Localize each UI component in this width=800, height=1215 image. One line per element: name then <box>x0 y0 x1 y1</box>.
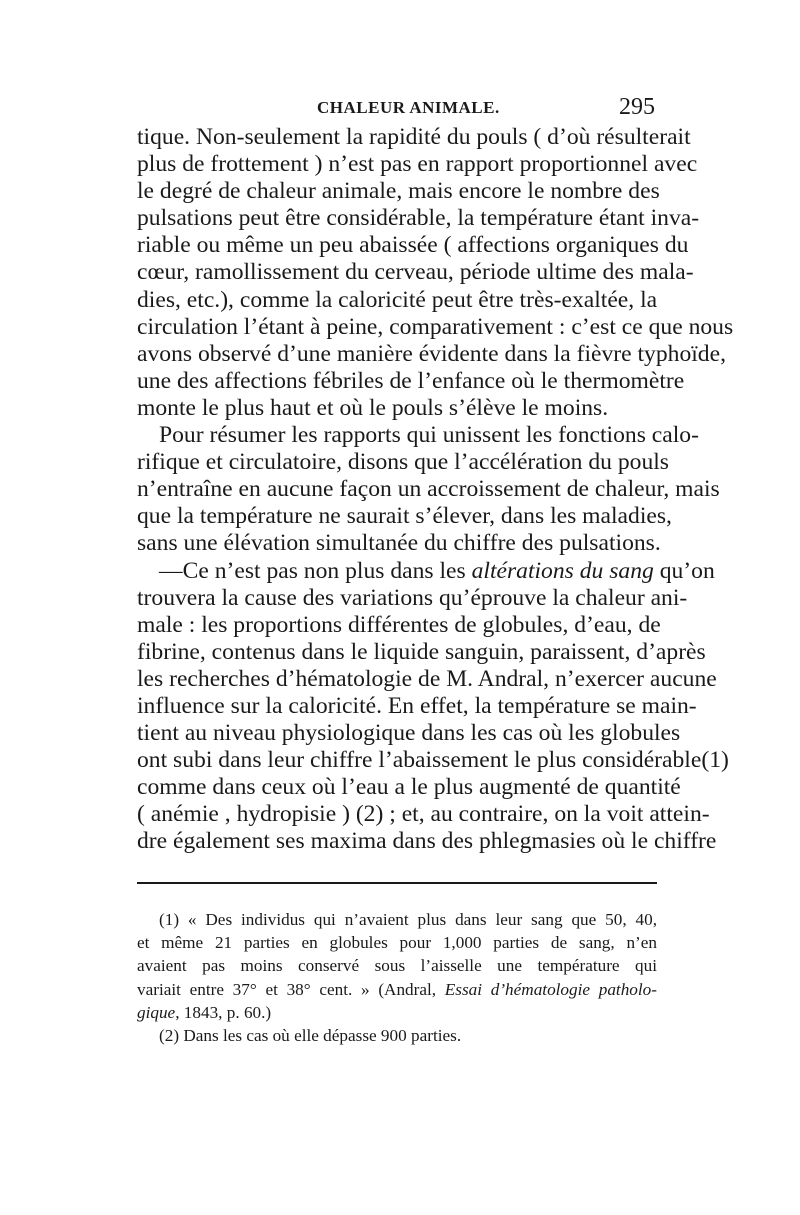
text-line: monte le plus haut et où le pouls s’élève le moins. <box>137 394 609 421</box>
text-line: dies, etc.), comme la caloricité peut être très-exaltée, la <box>137 286 658 313</box>
running-title: CHALEUR ANIMALE. <box>317 98 500 117</box>
text-line: riable ou même un peu abaissée ( affections organiques du <box>137 232 689 259</box>
text-line: les recherches d’hématologie de M. Andral, n’exercer aucune <box>137 665 717 692</box>
paragraph-1 <box>137 124 734 422</box>
text-line: avons observé d’une manière évidente dans la fièvre typhoïde, <box>137 340 726 367</box>
text-segment: —Ce n’est pas non plus dans les <box>159 557 472 584</box>
text-line: circulation l’étant à peine, comparativement : c’est ce que nous <box>137 313 734 340</box>
text-line: que la température ne saurait s’élever, dans les maladies, <box>137 503 672 530</box>
text-line: Pour résumer les rapports qui unissent les fonctions calo- <box>159 422 699 449</box>
text-line: cœur, ramollissement du cerveau, période ultime des mala- <box>137 259 694 286</box>
page-header <box>137 94 655 126</box>
paragraph-3 <box>137 557 729 856</box>
text-line: ont subi dans leur chiffre l’abaissement le plus considérable(1) <box>137 747 729 774</box>
text-segment: qu’on <box>653 557 715 584</box>
text-line: tique. Non-seulement la rapidité du pouls ( d’où résulterait <box>137 124 691 150</box>
footnote-line <box>137 1001 657 1024</box>
footnote-2 <box>137 1024 657 1047</box>
footnote-line: (2) Dans les cas où elle dépasse 900 parties. <box>159 1026 462 1046</box>
italic-title: gique <box>137 1002 176 1022</box>
text-line: comme dans ceux où l’eau a le plus augmenté de quantité <box>137 774 681 801</box>
footnote-1 <box>137 908 657 1024</box>
text-line: pulsations peut être considérable, la température étant inva- <box>137 205 700 232</box>
main-text <box>137 124 734 856</box>
footnote-line: et même 21 parties en globules pour 1,000 parties de sang, n’en <box>137 933 657 953</box>
text-segment: , 1843, p. 60.) <box>175 1002 272 1022</box>
text-line: sans une élévation simultanée du chiffre des pulsations. <box>137 530 661 557</box>
text-line: dre également ses maxima dans des phlegmasies où le chiffre <box>137 828 717 855</box>
text-line: une des affections fébriles de l’enfance où le thermomètre <box>137 367 685 394</box>
text-line: influence sur la caloricité. En effet, la température se main- <box>137 692 697 719</box>
text-line: le degré de chaleur animale, mais encore le nombre des <box>137 178 660 205</box>
text-line: male : les proportions différentes de globules, d’eau, de <box>137 611 661 638</box>
footnote-divider <box>137 882 657 884</box>
page-number: 295 <box>619 94 655 120</box>
text-line: rifique et circulatoire, disons que l’accélération du pouls <box>137 449 669 476</box>
text-line: trouvera la cause des variations qu’éprouve la chaleur ani- <box>137 584 688 611</box>
text-line: plus de frottement ) n’est pas en rapport proportionnel avec <box>137 151 698 178</box>
footnote-line <box>137 978 657 1001</box>
footnote-line: (1) « Des individus qui n’avaient plus dans leur sang que 50, 40, <box>159 910 657 929</box>
footnote-line: avaient pas moins conservé sous l’aisselle une température qui <box>137 956 657 976</box>
text-line: ( anémie , hydropisie ) (2) ; et, au contraire, on la voit attein- <box>137 801 710 828</box>
text-line: tient au niveau physiologique dans les cas où les globules <box>137 720 681 747</box>
text-line: n’entraîne en aucune façon un accroissement de chaleur, mais <box>137 476 720 503</box>
text-segment: variait entre 37° et 38° cent. » (Andral, <box>137 979 445 999</box>
footnotes <box>137 908 657 1047</box>
text-line <box>137 557 715 585</box>
italic-title: Essai d’hématologie patholo- <box>444 979 657 999</box>
paragraph-2 <box>137 422 720 557</box>
italic-phrase: altérations du sang <box>471 557 654 584</box>
text-line: fibrine, contenus dans le liquide sanguin, paraissent, d’après <box>137 638 706 665</box>
